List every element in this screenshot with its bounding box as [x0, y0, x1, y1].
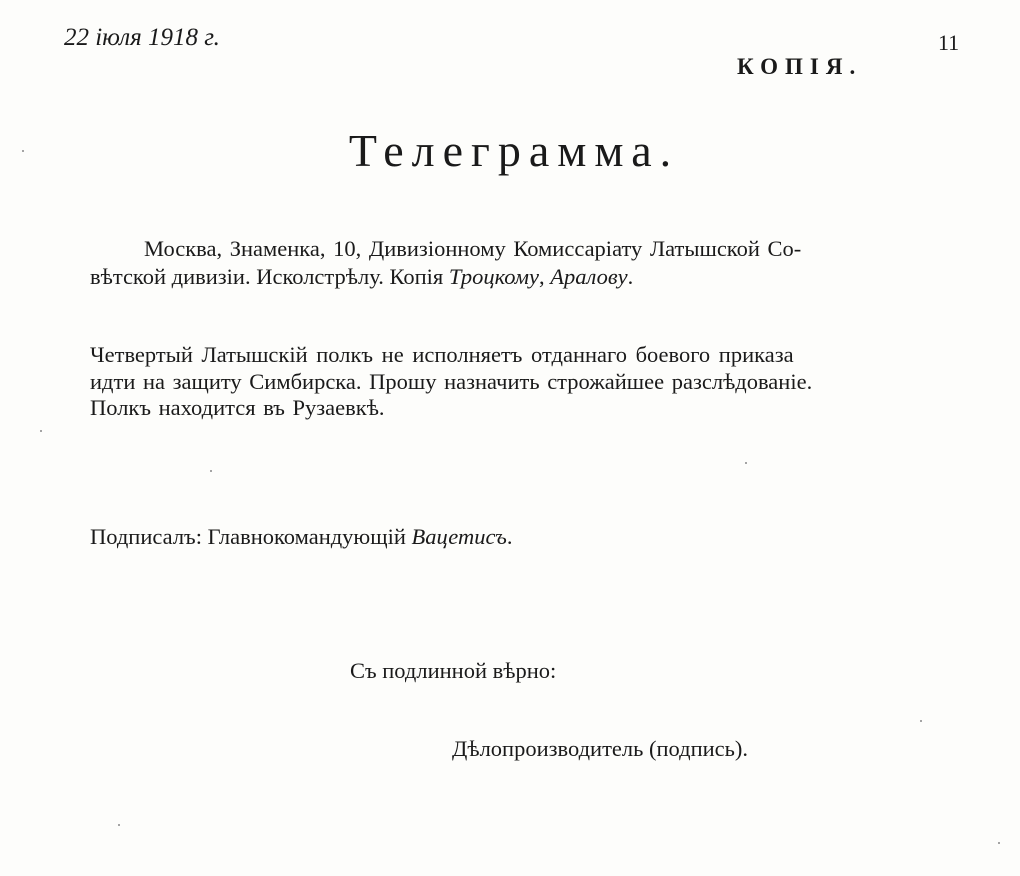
recipient-separator: , [539, 264, 551, 289]
copy-label: КОПІЯ. [737, 54, 863, 79]
scan-speck [745, 462, 747, 464]
scan-speck [210, 470, 212, 472]
recipient-aralov: Аралову [550, 264, 628, 289]
scan-speck [22, 150, 24, 152]
message-line-3: Полкъ находится въ Рузаевкѣ. [90, 395, 385, 420]
signature-end: . [506, 524, 513, 549]
page-number: 11 [938, 30, 960, 55]
scan-speck [40, 430, 42, 432]
clerk-signature: Дѣлопроизводитель (подпись). [452, 736, 749, 761]
scan-speck [118, 824, 120, 826]
message-line-2: идти на защиту Симбирска. Прошу назначить строжайшее разслѣдованіе. [90, 369, 813, 394]
document-date: 22 іюля 1918 г. [64, 24, 220, 51]
recipient-trotsky: Троцкому [448, 264, 539, 289]
signature-line [90, 522, 512, 552]
address-line-1: Москва, Знаменка, 10, Дивизіонному Комиссаріату Латышской Со- [144, 236, 802, 261]
scan-speck [920, 720, 922, 722]
document-title: Телеграмма. [348, 125, 680, 176]
address-end: . [627, 264, 634, 289]
certification-text: Съ подлинной вѣрно: [350, 658, 557, 683]
signatory-name: Вацетисъ [411, 524, 507, 549]
address-line-2 [90, 262, 633, 292]
signature-prefix: Подписалъ: Главнокомандующій [90, 524, 412, 549]
scan-speck [998, 842, 1000, 844]
message-line-1: Четвертый Латышскій полкъ не исполняетъ отданнаго боевого приказа [90, 342, 794, 367]
address-line-2-text: вѣтской дивизіи. Исколстрѣлу. Копія [90, 264, 449, 289]
